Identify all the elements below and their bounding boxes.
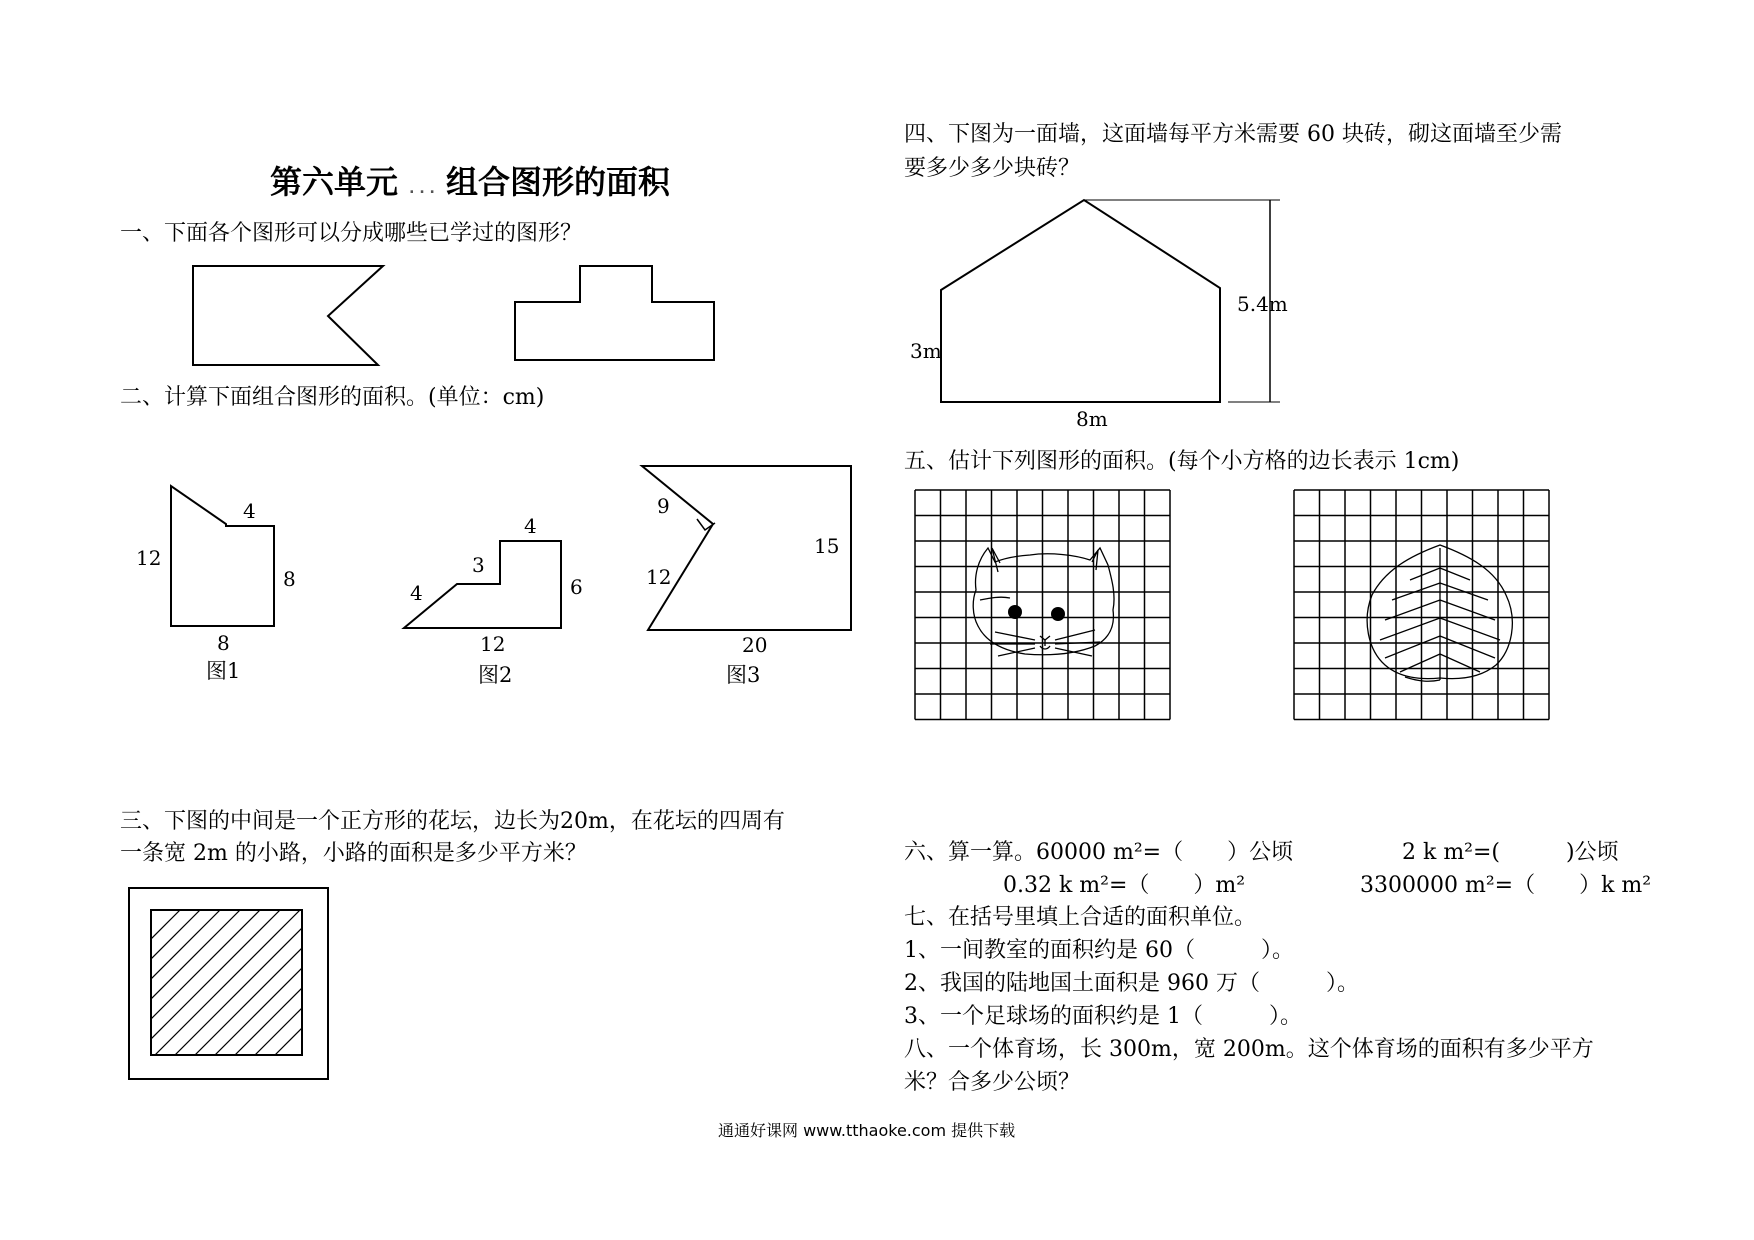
question-2: 二、计算下面组合图形的面积。(单位：cm) xyxy=(120,385,545,410)
fig1-label-top: 4 xyxy=(243,499,256,523)
question-4-line1: 四、下图为一面墙，这面墙每平方米需要 60 块砖，砌这面墙至少需 xyxy=(904,122,1562,147)
grid-cat xyxy=(915,490,1170,720)
fig3-label-lower: 12 xyxy=(646,565,672,589)
title-dots: . . . xyxy=(409,181,435,197)
grid-leaf xyxy=(1294,490,1549,720)
q7-item-3: 3、一个足球场的面积约是 1（ ）。 xyxy=(904,1004,1302,1029)
fig1-label-bottom: 8 xyxy=(217,631,230,655)
q6-row1-a: 六、算一算。60000 m²=（ ）公顷 xyxy=(904,840,1294,865)
question-3-line1: 三、下图的中间是一个正方形的花坛，边长为20m，在花坛的四周有 xyxy=(120,809,785,834)
fig3-label-right: 15 xyxy=(814,534,840,558)
fig2-label-slant: 4 xyxy=(410,581,423,605)
question-1: 一、下面各个图形可以分成哪些已学过的图形？ xyxy=(120,221,583,246)
q7-item-2: 2、我国的陆地国土面积是 960 万（ ）。 xyxy=(904,971,1359,996)
leaf-drawing xyxy=(1367,545,1512,681)
question-5: 五、估计下列图形的面积。(每个小方格的边长表示 1cm) xyxy=(904,449,1460,474)
cat-right-eye xyxy=(1051,607,1065,621)
q7-item-1: 1、一间教室的面积约是 60（ ）。 xyxy=(904,938,1294,963)
question-4-line2: 要多少多少块砖？ xyxy=(904,156,1081,181)
fig2-label-bottom: 12 xyxy=(480,632,506,656)
wall-label-height: 5.4m xyxy=(1237,292,1288,316)
q6-row1-b: 2 k m²=( )公顷 xyxy=(1402,840,1619,865)
title-prefix: 第六单元 xyxy=(270,163,399,201)
q6-row2-b: 3300000 m²=（ ）k m² xyxy=(1360,873,1652,898)
cat-left-eye xyxy=(1008,605,1022,619)
fig2-label-top: 4 xyxy=(524,514,537,538)
wall-label-side: 3m xyxy=(910,339,942,363)
question-8-line2: 米？合多少公顷？ xyxy=(904,1070,1081,1095)
fig2-label-step: 3 xyxy=(472,553,485,577)
q6-row2-a: 0.32 k m²=（ ）m² xyxy=(1003,873,1246,898)
fig2-caption: 图2 xyxy=(478,663,513,687)
fig3-label-bottom: 20 xyxy=(742,633,768,657)
question-3-line2: 一条宽 2m 的小路，小路的面积是多少平方米？ xyxy=(120,841,587,866)
title-main: 组合图形的面积 xyxy=(446,163,671,201)
fig3-label-upper: 9 xyxy=(657,494,670,518)
question-8-line1: 八、一个体育场，长 300m，宽 200m。这个体育场的面积有多少平方 xyxy=(904,1037,1594,1062)
footer-text: 通通好课网 www.tthaoke.com 提供下载 xyxy=(718,1121,1016,1140)
question-7: 七、在括号里填上合适的面积单位。 xyxy=(904,905,1257,930)
wall-label-base: 8m xyxy=(1076,407,1108,431)
fig1-caption: 图1 xyxy=(206,659,241,683)
fig1-label-left: 12 xyxy=(136,546,162,570)
fig3-caption: 图3 xyxy=(726,663,761,687)
fig1-label-right: 8 xyxy=(283,567,296,591)
fig2-label-right: 6 xyxy=(570,575,583,599)
